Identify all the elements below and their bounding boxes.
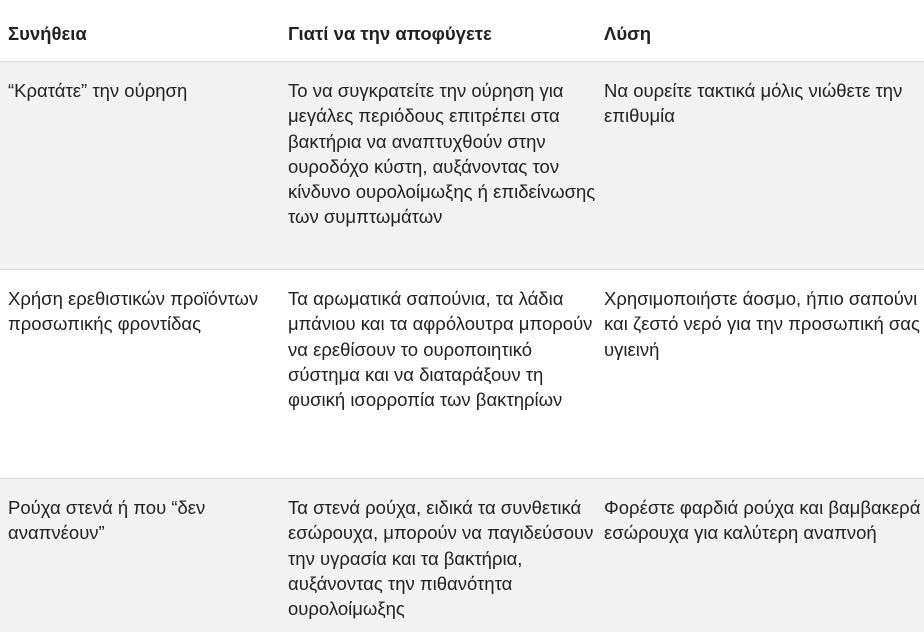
table-cell-solution: Χρησιμοποιήστε άοσμο, ήπιο σαπούνι και ζεστό νερό για την προσωπική σας υγιεινή <box>596 270 924 479</box>
table-cell-habit: Χρήση ερεθιστικών προϊόντων προσωπικής φροντίδας <box>0 270 280 479</box>
table-cell-solution: Φορέστε φαρδιά ρούχα και βαμβακερά εσώρουχα για καλύτερη αναπνοή <box>596 479 924 632</box>
column-header-why-avoid: Γιατί να την αποφύγετε <box>280 0 596 62</box>
table-cell-why-avoid: Τα στενά ρούχα, ειδικά τα συνθετικά εσώρουχα, μπορούν να παγιδεύσουν την υγρασία και τα βακτήρια, αυξάνοντας την πιθανότητα ουρολοίμωξης <box>280 479 596 632</box>
table-cell-why-avoid: Το να συγκρατείτε την ούρηση για μεγάλες περιόδους επιτρέπει στα βακτήρια να αναπτυχθούν στην ουροδόχο κύστη, αυξάνοντας τον κίνδυνο ουρολοίμωξης ή επιδείνωσης των συμπτωμάτων <box>280 62 596 270</box>
table-cell-solution: Να ουρείτε τακτικά μόλις νιώθετε την επιθυμία <box>596 62 924 270</box>
column-header-solution: Λύση <box>596 0 924 62</box>
table-cell-why-avoid: Τα αρωματικά σαπούνια, τα λάδια μπάνιου και τα αφρόλουτρα μπορούν να ερεθίσουν το ουροποιητικό σύστημα και να διαταράξουν τη φυσική ισορροπία των βακτηρίων <box>280 270 596 479</box>
column-header-habit: Συνήθεια <box>0 0 280 62</box>
table-cell-habit: Ρούχα στενά ή που “δεν αναπνέουν” <box>0 479 280 632</box>
table-cell-habit: “Κρατάτε” την ούρηση <box>0 62 280 270</box>
